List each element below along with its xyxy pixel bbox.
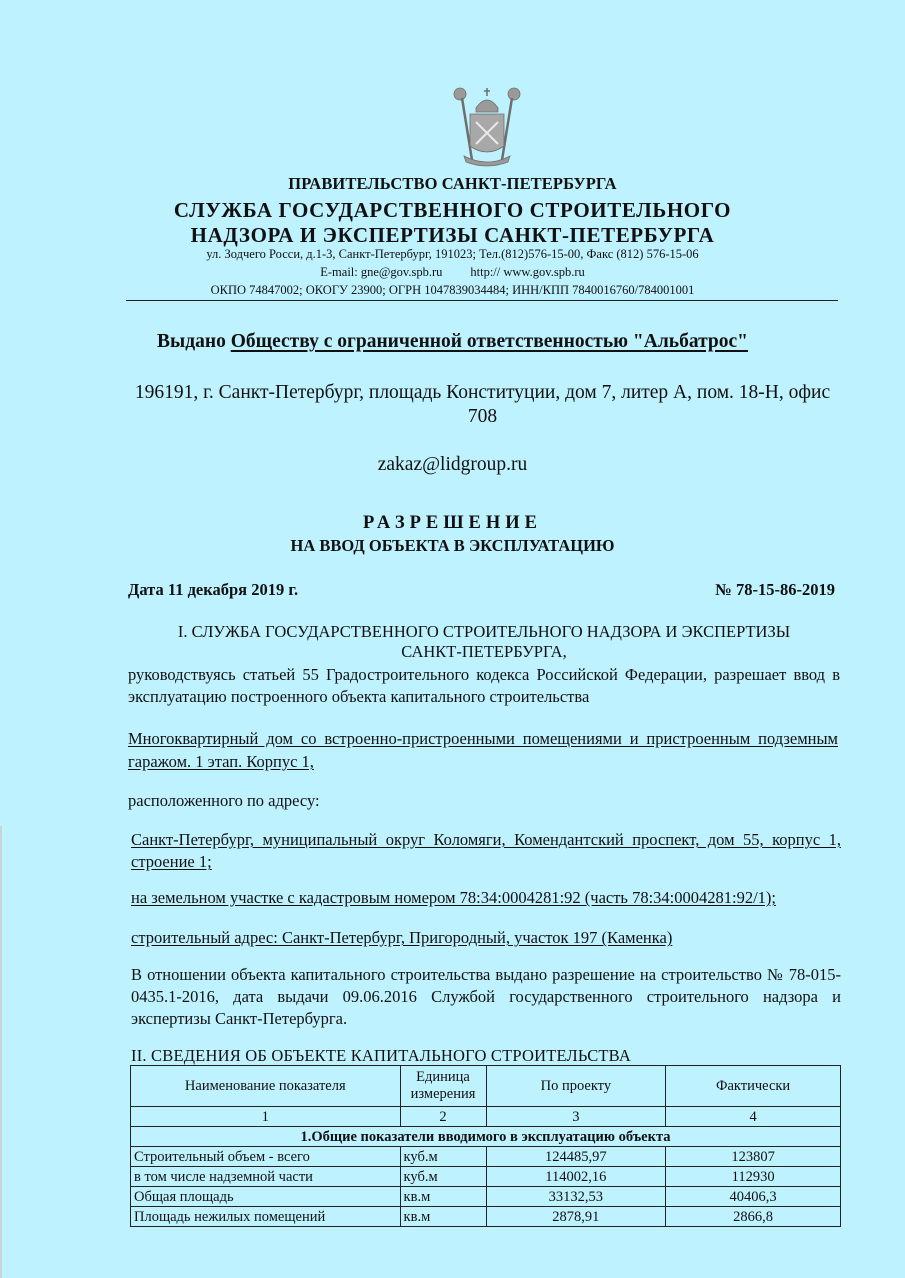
service-codes: ОКПО 74847002; ОКОГУ 23900; ОГРН 1047839034484; ИНН/КПП 7840016760/784001001 <box>210 283 695 297</box>
column-number-row <box>131 1107 841 1127</box>
indicator-project: 114002,16 <box>486 1167 666 1187</box>
column-number: 1 <box>131 1107 401 1127</box>
section2-heading: II. СВЕДЕНИЯ ОБ ОБЪЕКТЕ КАПИТАЛЬНОГО СТРОИТЕЛЬСТВА <box>131 1046 631 1065</box>
object-address: Санкт-Петербург, муниципальный округ Коломяги, Комендантский проспект, дом 55, корпус 1, строение 1; <box>131 830 841 871</box>
service-website: http:// www.gov.spb.ru <box>470 265 585 279</box>
issued-label: Выдано <box>157 331 226 352</box>
indicator-project: 124485,97 <box>486 1147 666 1167</box>
document-subtitle: НА ВВОД ОБЪЕКТА В ЭКСПЛУАТАЦИЮ <box>290 536 615 555</box>
issued-to <box>0 331 905 353</box>
section1-heading-line2: САНКТ-ПЕТЕРБУРГА, <box>401 642 567 661</box>
table-row <box>131 1147 841 1167</box>
recipient-organization: Обществу с ограниченной ответственностью "Альбатрос" <box>230 331 748 352</box>
section1-heading-line1: I. СЛУЖБА ГОСУДАРСТВЕННОГО СТРОИТЕЛЬНОГО НАДЗОРА И ЭКСПЕРТИЗЫ <box>177 622 791 641</box>
indicator-name: Общая площадь <box>131 1187 401 1207</box>
construction-address: строительный адрес: Санкт-Петербург, Пригородный, участок 197 (Каменка) <box>131 928 673 947</box>
indicator-unit: куб.м <box>400 1167 486 1187</box>
column-header-name: Наименование показателя <box>131 1066 401 1107</box>
indicator-name: Площадь нежилых помещений <box>131 1207 401 1227</box>
recipient-address: 196191, г. Санкт-Петербург, площадь Конституции, дом 7, литер А, пом. 18-Н, офис 708 <box>134 382 831 427</box>
section1-text: руководствуясь статьей 55 Градостроительного кодекса Российской Федерации, разрешает ввод в эксплуатацию построенного объекта капитального строительства <box>128 665 840 706</box>
cadastral-number: на земельном участке с кадастровым номером 78:34:0004281:92 (часть 78:34:0004281:92/1); <box>131 888 776 907</box>
table-row <box>131 1207 841 1227</box>
indicator-actual: 123807 <box>666 1147 841 1167</box>
located-label: расположенного по адресу: <box>128 791 320 810</box>
table-header-row <box>131 1066 841 1107</box>
page-edge <box>0 826 2 1278</box>
document-title: РАЗРЕШЕНИЕ <box>362 513 542 533</box>
saint-petersburg-coat-of-arms-icon <box>452 86 522 168</box>
indicator-actual: 40406,3 <box>666 1187 841 1207</box>
indicator-name: Строительный объем - всего <box>131 1147 401 1167</box>
indicator-unit: кв.м <box>400 1187 486 1207</box>
indicator-unit: кв.м <box>400 1207 486 1227</box>
table-row <box>131 1167 841 1187</box>
column-header-unit: Единица измерения <box>400 1066 486 1107</box>
column-number: 4 <box>666 1107 841 1127</box>
indicator-project: 33132,53 <box>486 1187 666 1207</box>
group-title-row <box>131 1127 841 1147</box>
object-description: Многоквартирный дом со встроенно-пристроенными помещениями и пристроенным подземным гаражом. 1 этап. Корпус 1, <box>128 729 838 771</box>
document-number: № 78-15-86-2019 <box>715 580 835 599</box>
section1-heading <box>128 622 840 662</box>
column-number: 3 <box>486 1107 666 1127</box>
group-title: 1.Общие показатели вводимого в эксплуатацию объекта <box>131 1127 841 1147</box>
table-row <box>131 1187 841 1207</box>
document-date: Дата 11 декабря 2019 г. <box>128 580 299 599</box>
column-number: 2 <box>400 1107 486 1127</box>
header-divider <box>126 300 838 301</box>
service-address: ул. Зодчего Росси, д.1-3, Санкт-Петербург, 191023; Тел.(812)576-15-00, Факс (812) 576-15-06 <box>206 247 699 261</box>
recipient-email: zakaz@lidgroup.ru <box>377 454 528 475</box>
service-name-line2: НАДЗОРА И ЭКСПЕРТИЗЫ САНКТ-ПЕТЕРБУРГА <box>190 223 715 247</box>
indicator-project: 2878,91 <box>486 1207 666 1227</box>
service-contacts <box>0 265 905 280</box>
indicator-unit: куб.м <box>400 1147 486 1167</box>
indicator-actual: 2866,8 <box>666 1207 841 1227</box>
indicator-actual: 112930 <box>666 1167 841 1187</box>
service-name-line1: СЛУЖБА ГОСУДАРСТВЕННОГО СТРОИТЕЛЬНОГО <box>173 198 732 222</box>
indicators-table <box>130 1065 841 1227</box>
service-email: E-mail: gne@gov.spb.ru <box>320 265 443 279</box>
construction-permit-note: В отношении объекта капитального строительства выдано разрешение на строительство № 78-015-0435.1-2016, дата выдачи 09.06.2016 Службой государственного строительного надзора и экспертизы Санкт-Петербурга. <box>131 965 841 1028</box>
government-name: ПРАВИТЕЛЬСТВО САНКТ-ПЕТЕРБУРГА <box>288 174 617 193</box>
column-header-project: По проекту <box>486 1066 666 1107</box>
column-header-actual: Фактически <box>666 1066 841 1107</box>
indicator-name: в том числе надземной части <box>131 1167 401 1187</box>
